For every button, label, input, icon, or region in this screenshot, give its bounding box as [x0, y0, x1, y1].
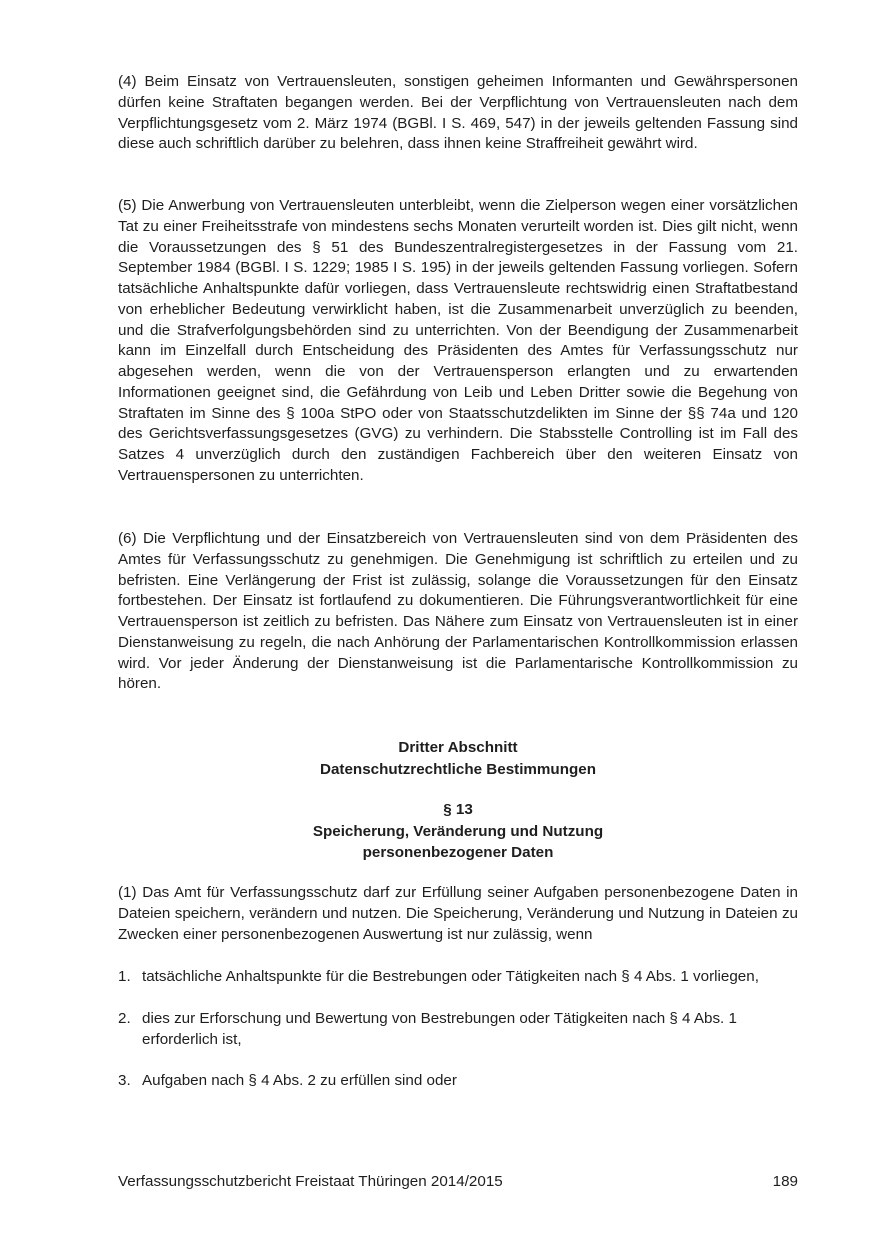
section-13-paragraph-1: (1) Das Amt für Verfassungsschutz darf zur Erfüllung seiner Aufgaben personenbezogene Daten in Dateien speichern, verändern und nutzen. Die Speicherung, Veränderung und Nutzung in Dateien zu Zwecken einer personenbezogenen Auswertung ist nur zulässig, wenn	[118, 884, 798, 943]
paragraph-6: (6) Die Verpflichtung und der Einsatzbereich von Vertrauensleuten sind von dem Präsidenten des Amtes für Verfassungsschutz zu genehmigen. Die Genehmigung ist schriftlich zu erteilen und zu befristen. Eine Verlängerung der Frist ist zulässig, solange die Voraussetzungen für den Einsatz fortbestehen. Der Einsatz ist fortlaufend zu dokumentieren. Die Führungsverantwortlichkeit für eine Vertrauensperson ist zeitlich zu befristen. Das Nähere zum Einsatz von Vertrauensleuten ist in einer Dienstanweisung zu regeln, die nach Anhörung der Parlamentarischen Kontrollkommission erlassen wird. Vor jeder Änderung der Dienstanweisung ist die Parlamentarische Kontrollkommission zu hören.	[118, 530, 798, 693]
paragraph-heading-number: § 13	[443, 801, 473, 818]
list-item-text: dies zur Erforschung und Bewertung von Bestrebungen oder Tätigkeiten nach § 4 Abs. 1 erforderlich ist,	[142, 1010, 737, 1048]
list-item-text: tatsächliche Anhaltspunkte für die Bestrebungen oder Tätigkeiten nach § 4 Abs. 1 vorliegen,	[142, 968, 759, 985]
paragraph-heading-title-1: Speicherung, Veränderung und Nutzung	[312, 822, 604, 840]
paragraph-heading	[118, 799, 798, 864]
list-item-number: 3.	[118, 1072, 131, 1089]
paragraph-5: (5) Die Anwerbung von Vertrauensleuten unterbleibt, wenn die Zielperson wegen einer vorsätzlichen Tat zu einer Freiheitsstrafe von mindestens sechs Monaten verurteilt worden ist. Dies gilt nicht, wenn die Voraussetzungen des § 51 des Bundeszentralregistergesetzes in der Fassung vom 21. September 1984 (BGBl. I S. 1229; 1985 I S. 195) in der jeweils geltenden Fassung vorliegen. Sofern tatsächliche Anhaltspunkte dafür vorliegen, dass Vertrauensleute rechtswidrig einen Straftatbestand von erheblicher Bedeutung verwirklicht haben, ist die Zusammenarbeit unverzüglich zu beenden, und die Strafverfolgungsbehörden sind zu unterrichten. Von der Beendigung der Zusammenarbeit kann im Einzelfall durch Entscheidung des Präsidenten des Amtes für Verfassungsschutz nur abgesehen werden, wenn die von der Vertrauensperson erlangten und zu erwartenden Informationen geeignet sind, die Gefährdung von Leib und Leben Dritter sowie die Begehung von Straftaten im Sinne des § 100a StPO oder von Staatsschutzdelikten im Sinne der §§ 74a und 120 des Gerichtsverfassungsgesetzes (GVG) zu verhindern. Die Stabsstelle Controlling ist im Fall des Satzes 4 unverzüglich durch den zuständigen Fachbereich über den weiteren Einsatz von Vertrauenspersonen zu unterrichten.	[118, 197, 798, 484]
paragraph-4: (4) Beim Einsatz von Vertrauensleuten, sonstigen geheimen Informanten und Gewährspersonen dürfen keine Straftaten begangen werden. Bei der Verpflichtung von Vertrauensleuten nach dem Verpflichtungsgesetz vom 2. März 1974 (BGBl. I S. 469, 547) in der jeweils geltenden Fassung sind diese auch schriftlich darüber zu belehren, dass ihnen keine Straffreiheit gewährt wird.	[118, 73, 798, 153]
list-item-text: Aufgaben nach § 4 Abs. 2 zu erfüllen sind oder	[142, 1072, 457, 1089]
list-item	[118, 1009, 798, 1051]
list-item	[118, 1071, 798, 1092]
list-item-number: 1.	[118, 968, 131, 985]
paragraph-heading-title-2: personenbezogener Daten	[362, 844, 554, 861]
section-heading-title: Datenschutzrechtliche Bestimmungen	[320, 760, 596, 778]
section-heading	[118, 737, 798, 780]
list-item-number: 2.	[118, 1010, 131, 1027]
list-item	[118, 967, 798, 988]
section-heading-number: Dritter Abschnitt	[398, 739, 518, 756]
page-number: 189	[772, 1173, 798, 1190]
footer-title: Verfassungsschutzbericht Freistaat Thüringen 2014/2015	[118, 1173, 503, 1190]
